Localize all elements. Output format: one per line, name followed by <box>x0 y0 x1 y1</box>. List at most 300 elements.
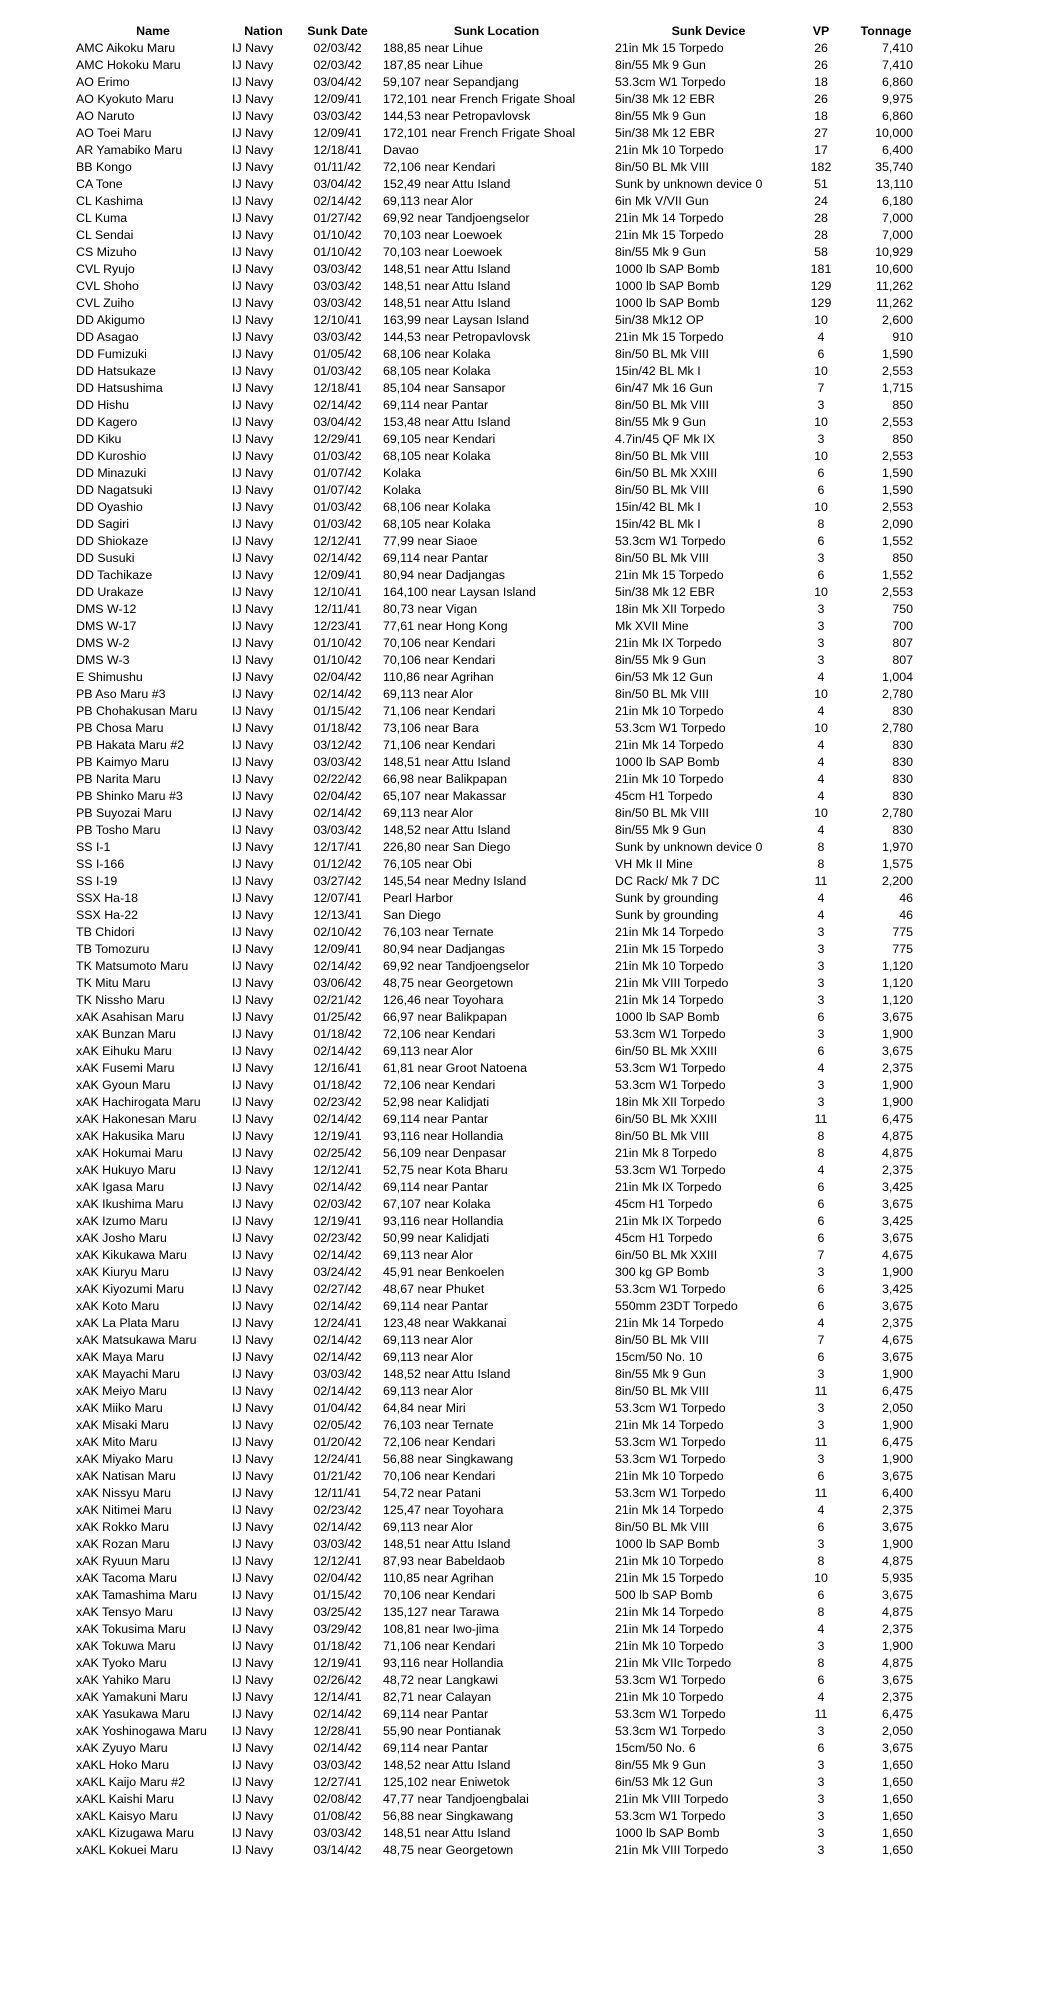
cell-tonnage: 3,675 <box>881 1231 913 1245</box>
cell-tonnage: 10,600 <box>875 262 913 276</box>
cell-name: xAK Mayachi Maru <box>76 1367 180 1381</box>
cell-tonnage: 3,675 <box>881 1673 913 1687</box>
cell-sunk-device: 15in/42 BL Mk I <box>615 517 701 531</box>
cell-tonnage: 7,410 <box>881 41 913 55</box>
cell-nation: IJ Navy <box>232 1605 274 1619</box>
cell-sunk-device: 6in/50 BL Mk XXIII <box>615 1248 718 1262</box>
cell-tonnage: 3,675 <box>881 1044 913 1058</box>
cell-tonnage: 4,875 <box>881 1605 913 1619</box>
cell-sunk-location: 69,114 near Pantar <box>383 1299 489 1313</box>
cell-tonnage: 6,475 <box>881 1384 913 1398</box>
cell-name: PB Chohakusan Maru <box>76 704 198 718</box>
cell-tonnage: 1,650 <box>881 1792 913 1806</box>
cell-sunk-date: 12/12/41 <box>313 1554 362 1568</box>
cell-sunk-date: 01/05/42 <box>313 347 362 361</box>
cell-vp: 4 <box>817 704 825 718</box>
cell-sunk-location: 80,94 near Dadjangas <box>383 568 505 582</box>
cell-sunk-device: 53.3cm W1 Torpedo <box>615 1401 726 1415</box>
cell-name: DD Asagao <box>76 330 139 344</box>
cell-name: xAK Tyoko Maru <box>76 1656 167 1670</box>
cell-vp: 3 <box>817 432 825 446</box>
cell-sunk-date: 02/03/42 <box>313 1197 362 1211</box>
cell-sunk-location: 148,51 near Attu Island <box>383 1826 511 1840</box>
cell-nation: IJ Navy <box>232 1384 274 1398</box>
cell-sunk-date: 12/19/41 <box>313 1129 362 1143</box>
cell-sunk-date: 01/10/42 <box>313 653 362 667</box>
cell-vp: 3 <box>817 653 825 667</box>
cell-vp: 6 <box>817 347 825 361</box>
cell-nation: IJ Navy <box>232 1486 274 1500</box>
cell-name: xAK Tamashima Maru <box>76 1588 197 1602</box>
cell-name: E Shimushu <box>76 670 143 684</box>
cell-sunk-device: 21in Mk 14 Torpedo <box>615 1605 724 1619</box>
cell-name: AO Toei Maru <box>76 126 152 140</box>
table-row <box>74 652 934 669</box>
cell-tonnage: 1,900 <box>881 1367 913 1381</box>
cell-nation: IJ Navy <box>232 1180 274 1194</box>
cell-sunk-location: 148,52 near Attu Island <box>383 1758 511 1772</box>
cell-name: DD Oyashio <box>76 500 143 514</box>
cell-tonnage: 2,375 <box>881 1163 913 1177</box>
cell-nation: IJ Navy <box>232 1333 274 1347</box>
cell-sunk-date: 12/16/41 <box>313 1061 362 1075</box>
cell-sunk-location: 72,106 near Kendari <box>383 1078 496 1092</box>
cell-nation: IJ Navy <box>232 721 274 735</box>
cell-nation: IJ Navy <box>232 1537 274 1551</box>
cell-tonnage: 3,675 <box>881 1741 913 1755</box>
cell-sunk-date: 03/03/42 <box>313 1537 362 1551</box>
cell-sunk-device: 21in Mk 15 Torpedo <box>615 942 724 956</box>
cell-sunk-device: 1000 lb SAP Bomb <box>615 1537 720 1551</box>
table-row <box>74 414 934 431</box>
cell-tonnage: 11,262 <box>876 279 913 293</box>
cell-sunk-device: 15in/42 BL Mk I <box>615 364 701 378</box>
table-row <box>74 1808 934 1825</box>
table-row <box>74 1604 934 1621</box>
cell-vp: 11 <box>814 874 828 888</box>
cell-tonnage: 700 <box>892 619 913 633</box>
cell-nation: IJ Navy <box>232 670 274 684</box>
cell-tonnage: 1,715 <box>881 381 913 395</box>
table-row <box>74 1026 934 1043</box>
cell-vp: 10 <box>814 806 828 820</box>
cell-sunk-date: 03/03/42 <box>313 296 362 310</box>
cell-vp: 3 <box>817 398 825 412</box>
cell-sunk-location: Kolaka <box>383 466 421 480</box>
cell-tonnage: 3,425 <box>881 1180 913 1194</box>
cell-sunk-location: 152,49 near Attu Island <box>383 177 511 191</box>
cell-sunk-location: 87,93 near Babeldaob <box>383 1554 505 1568</box>
cell-sunk-device: 8in/50 BL Mk VIII <box>615 1129 709 1143</box>
cell-sunk-date: 12/29/41 <box>313 432 362 446</box>
cell-vp: 6 <box>817 1588 825 1602</box>
cell-sunk-device: 8in/50 BL Mk VIII <box>615 1333 709 1347</box>
cell-sunk-device: 21in Mk 10 Torpedo <box>615 1554 724 1568</box>
cell-sunk-location: 125,47 near Toyohara <box>383 1503 504 1517</box>
cell-nation: IJ Navy <box>232 432 274 446</box>
cell-sunk-device: 8in/50 BL Mk VIII <box>615 398 709 412</box>
cell-sunk-device: 4.7in/45 QF Mk IX <box>615 432 715 446</box>
table-row <box>74 1706 934 1723</box>
table-row <box>74 244 934 261</box>
table-row <box>74 1264 934 1281</box>
cell-sunk-device: 18in Mk XII Torpedo <box>615 602 725 616</box>
cell-tonnage: 1,590 <box>881 347 913 361</box>
cell-vp: 26 <box>814 58 828 72</box>
cell-nation: IJ Navy <box>232 1809 274 1823</box>
cell-name: DMS W-12 <box>76 602 137 616</box>
cell-sunk-location: 70,106 near Kendari <box>383 1588 496 1602</box>
cell-sunk-date: 03/29/42 <box>313 1622 362 1636</box>
cell-vp: 3 <box>817 1775 825 1789</box>
cell-nation: IJ Navy <box>232 1503 274 1517</box>
cell-sunk-location: 69,114 near Pantar <box>383 398 489 412</box>
table-row <box>74 1400 934 1417</box>
cell-nation: IJ Navy <box>232 1231 274 1245</box>
cell-vp: 3 <box>817 1401 825 1415</box>
cell-sunk-location: 48,75 near Georgetown <box>383 1843 514 1857</box>
cell-vp: 7 <box>817 381 825 395</box>
table-row <box>74 771 934 788</box>
cell-sunk-location: 67,107 near Kolaka <box>383 1197 491 1211</box>
cell-tonnage: 6,860 <box>881 75 913 89</box>
cell-nation: IJ Navy <box>232 296 274 310</box>
cell-vp: 129 <box>810 296 832 310</box>
cell-sunk-device: 53.3cm W1 Torpedo <box>615 1673 726 1687</box>
cell-vp: 4 <box>817 772 825 786</box>
cell-nation: IJ Navy <box>232 381 274 395</box>
cell-name: DD Minazuki <box>76 466 147 480</box>
cell-vp: 10 <box>814 1571 828 1585</box>
cell-sunk-date: 03/03/42 <box>313 109 362 123</box>
cell-nation: IJ Navy <box>232 41 274 55</box>
cell-sunk-location: 68,105 near Kolaka <box>383 449 491 463</box>
cell-name: xAK Miiko Maru <box>76 1401 163 1415</box>
cell-sunk-location: 56,88 near Singkawang <box>383 1809 514 1823</box>
cell-nation: IJ Navy <box>232 449 274 463</box>
table-row <box>74 397 934 414</box>
cell-sunk-date: 02/14/42 <box>313 1112 362 1126</box>
cell-vp: 8 <box>817 1554 825 1568</box>
table-row <box>74 448 934 465</box>
cell-tonnage: 850 <box>892 551 913 565</box>
cell-tonnage: 9,975 <box>881 92 913 106</box>
cell-sunk-date: 01/03/42 <box>313 364 362 378</box>
cell-sunk-date: 03/27/42 <box>313 874 362 888</box>
cell-tonnage: 807 <box>892 636 913 650</box>
cell-sunk-location: 70,106 near Kendari <box>383 636 496 650</box>
cell-vp: 8 <box>817 1129 825 1143</box>
cell-sunk-date: 01/15/42 <box>313 704 362 718</box>
cell-nation: IJ Navy <box>232 1826 274 1840</box>
cell-name: AR Yamabiko Maru <box>76 143 183 157</box>
cell-sunk-location: 56,109 near Denpasar <box>383 1146 507 1160</box>
cell-nation: IJ Navy <box>232 1452 274 1466</box>
cell-tonnage: 2,375 <box>881 1622 913 1636</box>
cell-nation: IJ Navy <box>232 568 274 582</box>
cell-sunk-date: 12/07/41 <box>313 891 362 905</box>
cell-sunk-device: 21in Mk 14 Torpedo <box>615 1316 724 1330</box>
header-nation: Nation <box>244 24 283 38</box>
table-row <box>74 1451 934 1468</box>
cell-sunk-date: 01/21/42 <box>313 1469 362 1483</box>
table-row <box>74 1247 934 1264</box>
cell-tonnage: 1,552 <box>881 568 913 582</box>
cell-sunk-date: 02/14/42 <box>313 1707 362 1721</box>
cell-tonnage: 1,650 <box>881 1775 913 1789</box>
cell-name: CVL Zuiho <box>76 296 135 310</box>
table-row <box>74 312 934 329</box>
cell-tonnage: 2,553 <box>881 364 913 378</box>
cell-sunk-date: 12/24/41 <box>313 1316 362 1330</box>
cell-sunk-date: 12/27/41 <box>313 1775 362 1789</box>
cell-vp: 6 <box>817 1350 825 1364</box>
cell-sunk-location: 135,127 near Tarawa <box>383 1605 500 1619</box>
cell-vp: 6 <box>817 1044 825 1058</box>
cell-sunk-location: 68,105 near Kolaka <box>383 517 491 531</box>
cell-name: xAK Yasukawa Maru <box>76 1707 190 1721</box>
cell-vp: 10 <box>814 585 828 599</box>
cell-vp: 27 <box>814 126 828 140</box>
cell-nation: IJ Navy <box>232 1622 274 1636</box>
header-name: Name <box>136 24 170 38</box>
table-row <box>74 108 934 125</box>
table-row <box>74 737 934 754</box>
table-row <box>74 601 934 618</box>
cell-tonnage: 830 <box>892 704 913 718</box>
cell-sunk-device: 53.3cm W1 Torpedo <box>615 1435 726 1449</box>
cell-tonnage: 830 <box>892 738 913 752</box>
cell-sunk-device: Sunk by grounding <box>615 891 719 905</box>
cell-sunk-date: 03/04/42 <box>313 177 362 191</box>
cell-nation: IJ Navy <box>232 347 274 361</box>
cell-tonnage: 6,860 <box>881 109 913 123</box>
cell-vp: 6 <box>817 1741 825 1755</box>
cell-sunk-date: 02/23/42 <box>313 1503 362 1517</box>
cell-vp: 8 <box>817 840 825 854</box>
cell-sunk-device: 21in Mk 15 Torpedo <box>615 568 724 582</box>
cell-sunk-location: 69,114 near Pantar <box>383 551 489 565</box>
cell-tonnage: 910 <box>892 330 913 344</box>
cell-name: xAK Eihuku Maru <box>76 1044 172 1058</box>
cell-sunk-date: 12/19/41 <box>313 1214 362 1228</box>
cell-name: DD Nagatsuki <box>76 483 153 497</box>
cell-sunk-device: 21in Mk 14 Torpedo <box>615 1622 724 1636</box>
cell-name: TK Mitu Maru <box>76 976 151 990</box>
cell-sunk-location: 72,106 near Kendari <box>383 1435 496 1449</box>
cell-sunk-location: 110,85 near Agrihan <box>383 1571 494 1585</box>
table-row <box>74 74 934 91</box>
cell-name: PB Chosa Maru <box>76 721 164 735</box>
cell-tonnage: 850 <box>892 432 913 446</box>
table-row <box>74 295 934 312</box>
cell-sunk-date: 02/14/42 <box>313 806 362 820</box>
cell-nation: IJ Navy <box>232 500 274 514</box>
cell-tonnage: 4,875 <box>881 1656 913 1670</box>
table-row <box>74 856 934 873</box>
table-row <box>74 1825 934 1842</box>
cell-sunk-device: 53.3cm W1 Torpedo <box>615 1724 726 1738</box>
cell-tonnage: 3,675 <box>881 1197 913 1211</box>
cell-nation: IJ Navy <box>232 1044 274 1058</box>
cell-name: CVL Shoho <box>76 279 139 293</box>
cell-name: AMC Hokoku Maru <box>76 58 181 72</box>
cell-sunk-location: 108,81 near Iwo-jima <box>383 1622 499 1636</box>
cell-sunk-date: 03/24/42 <box>313 1265 362 1279</box>
cell-nation: IJ Navy <box>232 1129 274 1143</box>
cell-sunk-device: 8in/55 Mk 9 Gun <box>615 245 706 259</box>
table-row <box>74 584 934 601</box>
cell-name: DD Hishu <box>76 398 130 412</box>
cell-nation: IJ Navy <box>232 1520 274 1534</box>
cell-sunk-location: 126,46 near Toyohara <box>383 993 504 1007</box>
cell-sunk-location: 163,99 near Laysan Island <box>383 313 530 327</box>
cell-name: xAK Miyako Maru <box>76 1452 174 1466</box>
table-row <box>74 754 934 771</box>
cell-nation: IJ Navy <box>232 364 274 378</box>
cell-sunk-location: 70,106 near Kendari <box>383 1469 496 1483</box>
cell-nation: IJ Navy <box>232 1418 274 1432</box>
table-row <box>74 618 934 635</box>
cell-sunk-date: 02/14/42 <box>313 1299 362 1313</box>
cell-sunk-date: 01/04/42 <box>313 1401 362 1415</box>
cell-sunk-device: 21in Mk 14 Torpedo <box>615 925 724 939</box>
cell-sunk-location: 70,103 near Loewoek <box>383 228 503 242</box>
cell-sunk-device: 21in Mk 14 Torpedo <box>615 738 724 752</box>
cell-name: PB Hakata Maru #2 <box>76 738 185 752</box>
cell-vp: 3 <box>817 976 825 990</box>
table-row <box>74 431 934 448</box>
cell-sunk-location: 164,100 near Laysan Island <box>383 585 536 599</box>
cell-vp: 181 <box>810 262 832 276</box>
cell-tonnage: 1,004 <box>881 670 913 684</box>
cell-nation: IJ Navy <box>232 1350 274 1364</box>
cell-sunk-date: 02/14/42 <box>313 959 362 973</box>
table-row <box>74 1621 934 1638</box>
cell-vp: 8 <box>817 1605 825 1619</box>
cell-vp: 3 <box>817 636 825 650</box>
table-row <box>74 1332 934 1349</box>
cell-sunk-location: 226,80 near San Diego <box>383 840 511 854</box>
cell-name: xAK Rokko Maru <box>76 1520 169 1534</box>
cell-sunk-location: 70,103 near Loewoek <box>383 245 503 259</box>
cell-sunk-date: 12/09/41 <box>313 942 362 956</box>
cell-sunk-date: 02/14/42 <box>313 1044 362 1058</box>
cell-nation: IJ Navy <box>232 619 274 633</box>
cell-name: xAK Josho Maru <box>76 1231 167 1245</box>
cell-sunk-device: 21in Mk VIII Torpedo <box>615 976 729 990</box>
cell-sunk-location: 69,92 near Tandjoengselor <box>383 211 530 225</box>
cell-vp: 6 <box>817 1469 825 1483</box>
cell-nation: IJ Navy <box>232 1724 274 1738</box>
table-row <box>74 1587 934 1604</box>
cell-name: xAK Meiyo Maru <box>76 1384 167 1398</box>
cell-sunk-date: 03/14/42 <box>313 1843 362 1857</box>
cell-vp: 4 <box>817 1622 825 1636</box>
cell-sunk-device: 6in/53 Mk 12 Gun <box>615 670 713 684</box>
cell-tonnage: 1,590 <box>881 466 913 480</box>
cell-nation: IJ Navy <box>232 1656 274 1670</box>
cell-name: TB Chidori <box>76 925 135 939</box>
cell-sunk-location: 48,75 near Georgetown <box>383 976 514 990</box>
table-row <box>74 176 934 193</box>
table-row <box>74 1417 934 1434</box>
cell-sunk-location: 69,113 near Alor <box>383 1350 474 1364</box>
cell-vp: 24 <box>814 194 828 208</box>
cell-nation: IJ Navy <box>232 1112 274 1126</box>
cell-sunk-date: 02/23/42 <box>313 1095 362 1109</box>
cell-name: DMS W-2 <box>76 636 130 650</box>
cell-vp: 3 <box>817 1078 825 1092</box>
cell-sunk-location: 71,106 near Kendari <box>383 1639 496 1653</box>
cell-vp: 8 <box>817 517 825 531</box>
cell-sunk-date: 03/03/42 <box>313 1367 362 1381</box>
cell-sunk-device: 53.3cm W1 Torpedo <box>615 534 726 548</box>
cell-sunk-date: 01/08/42 <box>313 1809 362 1823</box>
cell-sunk-location: 69,113 near Alor <box>383 194 474 208</box>
cell-name: xAK Hukuyo Maru <box>76 1163 176 1177</box>
cell-name: PB Shinko Maru #3 <box>76 789 183 803</box>
table-row <box>74 1077 934 1094</box>
cell-name: xAK Ikushima Maru <box>76 1197 184 1211</box>
cell-tonnage: 6,475 <box>881 1435 913 1449</box>
cell-tonnage: 4,675 <box>881 1248 913 1262</box>
cell-sunk-device: 8in/55 Mk 9 Gun <box>615 109 706 123</box>
cell-tonnage: 5,935 <box>881 1571 913 1585</box>
table-row <box>74 227 934 244</box>
cell-tonnage: 7,000 <box>881 228 913 242</box>
cell-vp: 3 <box>817 1792 825 1806</box>
cell-vp: 11 <box>814 1384 828 1398</box>
cell-vp: 182 <box>810 160 832 174</box>
cell-vp: 28 <box>814 211 828 225</box>
cell-nation: IJ Navy <box>232 534 274 548</box>
cell-name: DD Hatsukaze <box>76 364 156 378</box>
cell-vp: 58 <box>814 245 828 259</box>
cell-sunk-device: 1000 lb SAP Bomb <box>615 279 720 293</box>
cell-sunk-location: 69,113 near Alor <box>383 1044 474 1058</box>
cell-sunk-device: 45cm H1 Torpedo <box>615 1197 713 1211</box>
cell-nation: IJ Navy <box>232 551 274 565</box>
cell-name: DD Shiokaze <box>76 534 149 548</box>
cell-nation: IJ Navy <box>232 704 274 718</box>
cell-sunk-location: 77,99 near Siaoe <box>383 534 478 548</box>
cell-sunk-location: 69,114 near Pantar <box>383 1707 489 1721</box>
cell-sunk-date: 12/24/41 <box>313 1452 362 1466</box>
cell-sunk-device: 6in/47 Mk 16 Gun <box>615 381 713 395</box>
cell-sunk-device: DC Rack/ Mk 7 DC <box>615 874 720 888</box>
cell-name: DD Kuroshio <box>76 449 147 463</box>
cell-sunk-date: 02/21/42 <box>313 993 362 1007</box>
cell-sunk-device: 53.3cm W1 Torpedo <box>615 1809 726 1823</box>
table-row <box>74 533 934 550</box>
cell-tonnage: 1,575 <box>881 857 913 871</box>
table-row <box>74 822 934 839</box>
cell-sunk-device: 5in/38 Mk12 OP <box>615 313 704 327</box>
cell-tonnage: 2,553 <box>881 585 913 599</box>
cell-name: xAK Tokusima Maru <box>76 1622 186 1636</box>
cell-sunk-date: 03/03/42 <box>313 1758 362 1772</box>
cell-sunk-date: 12/14/41 <box>313 1690 362 1704</box>
cell-sunk-device: 53.3cm W1 Torpedo <box>615 75 726 89</box>
cell-tonnage: 1,900 <box>881 1027 913 1041</box>
cell-vp: 11 <box>814 1112 828 1126</box>
table-row <box>74 1162 934 1179</box>
cell-vp: 4 <box>817 330 825 344</box>
cell-sunk-date: 12/11/41 <box>313 1486 362 1500</box>
cell-sunk-date: 03/04/42 <box>313 415 362 429</box>
table-row <box>74 516 934 533</box>
